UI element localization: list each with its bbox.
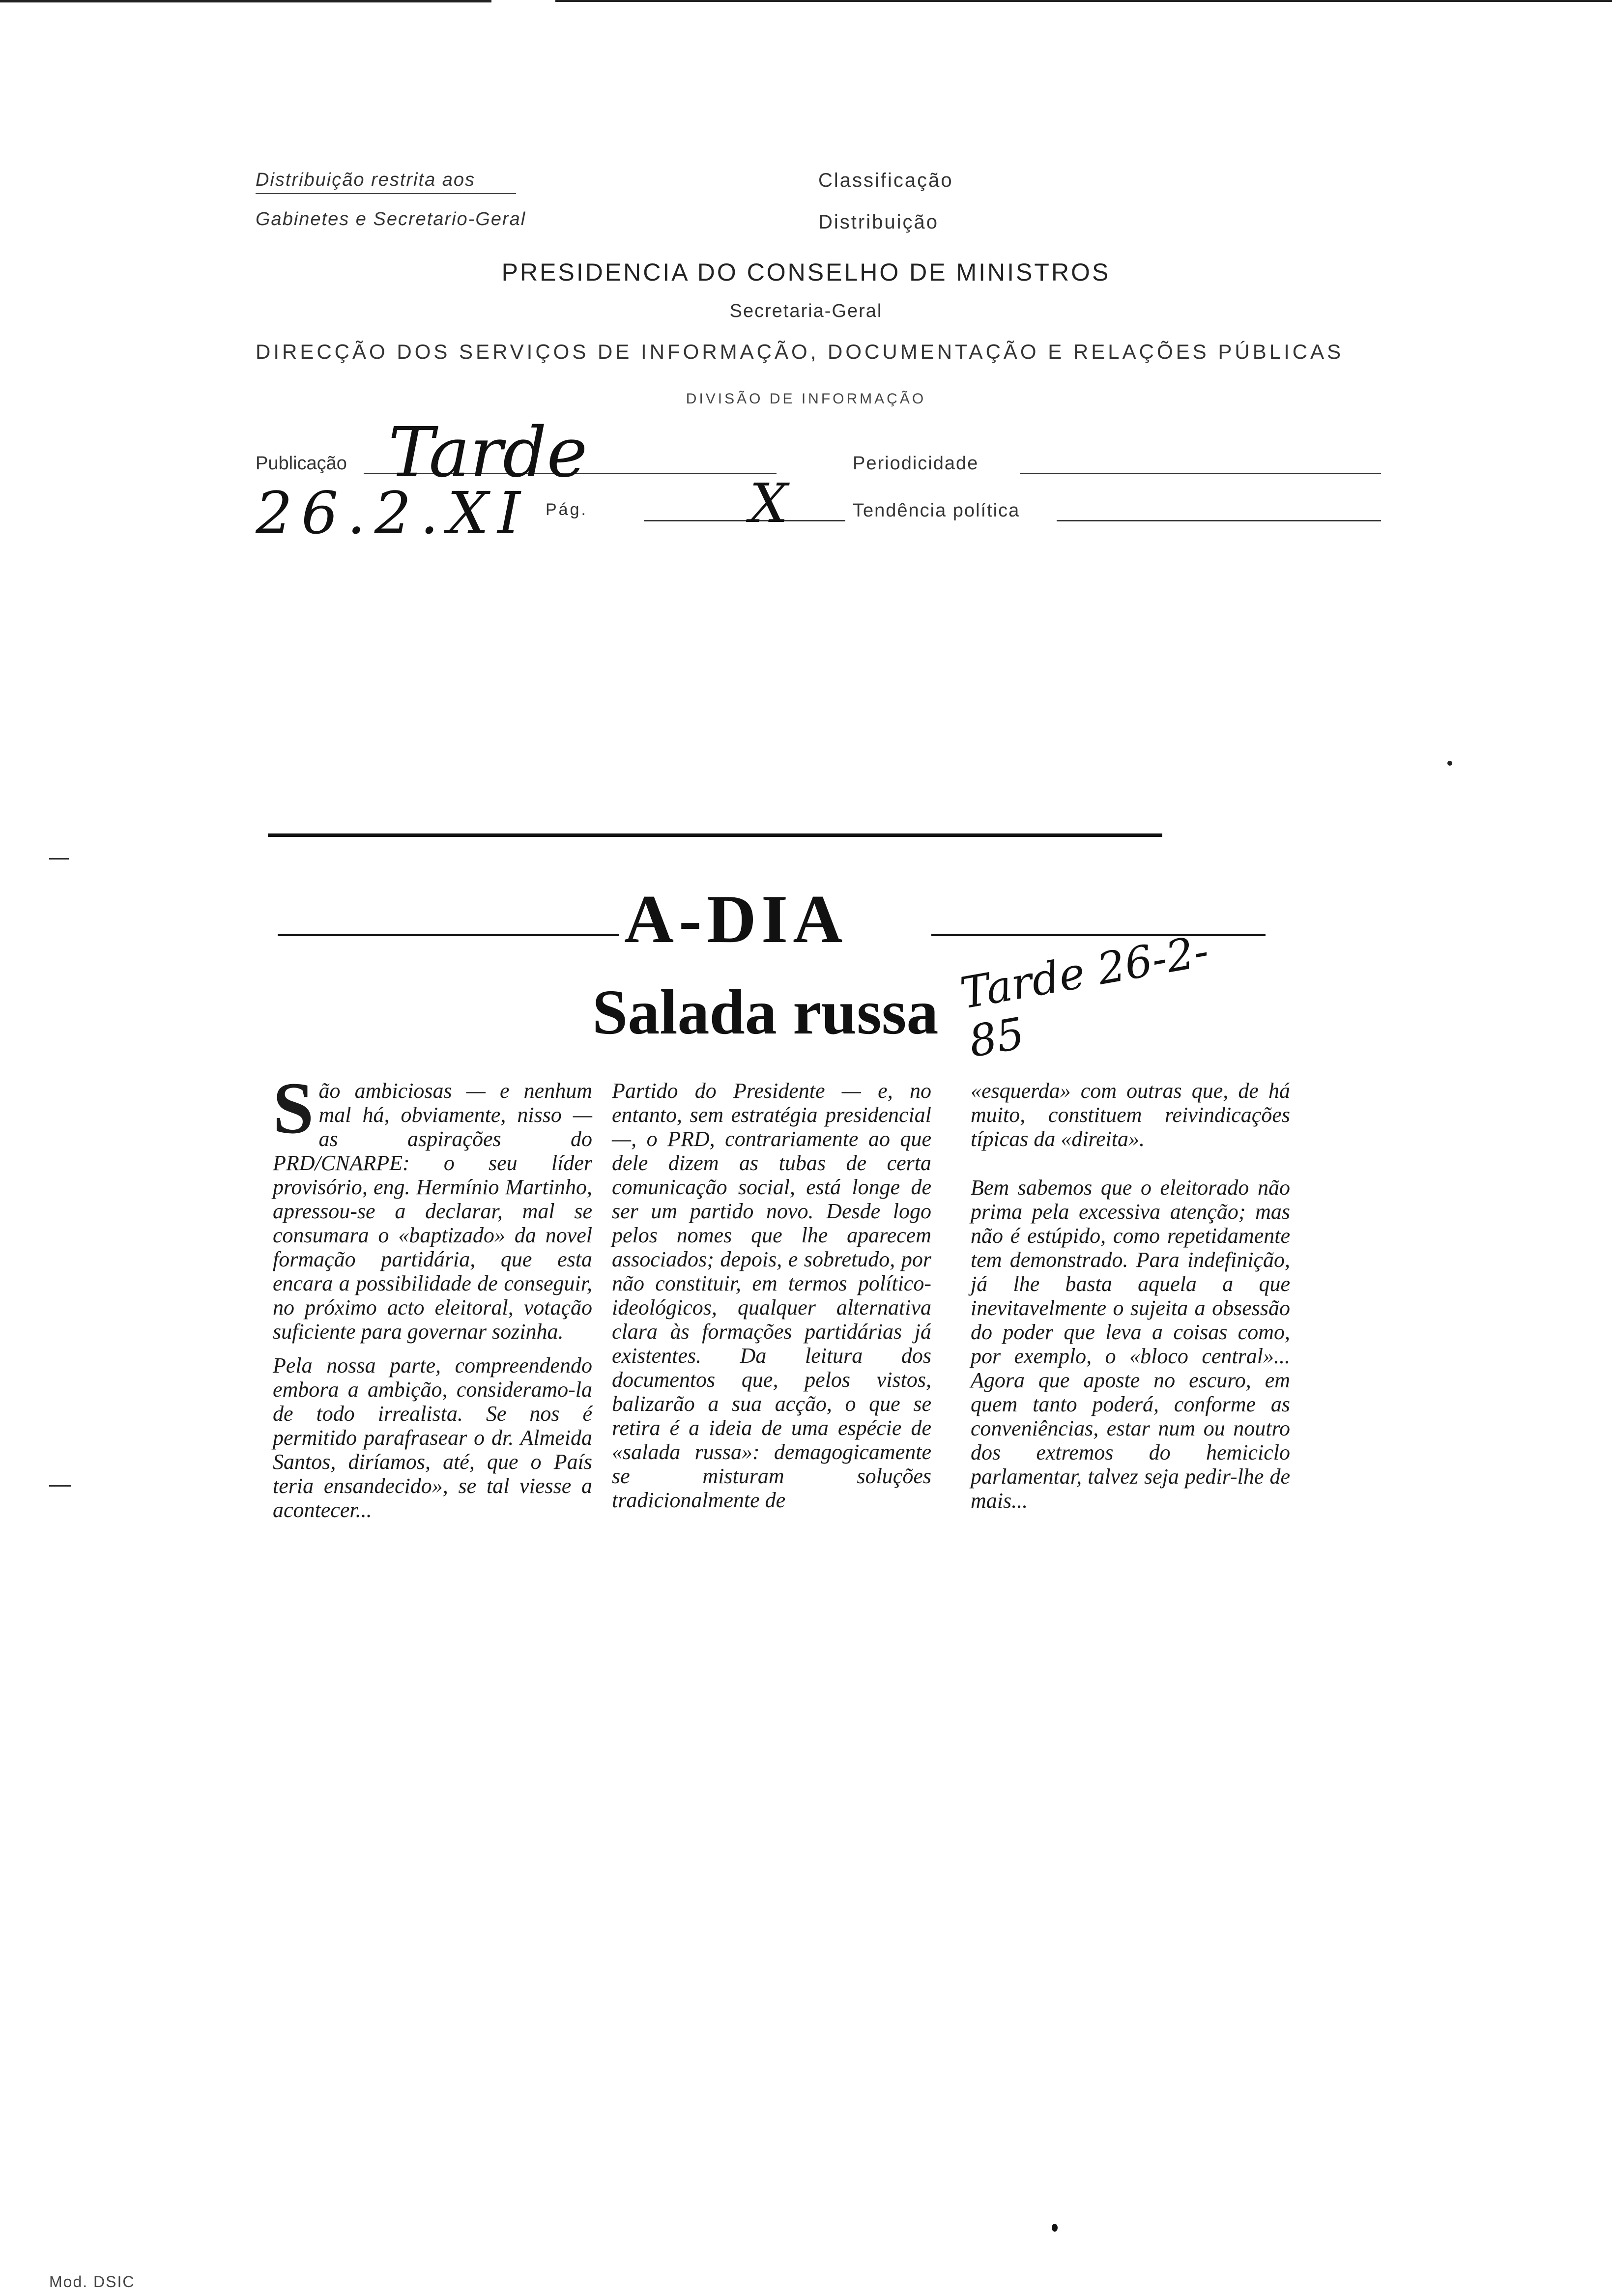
publication-label: Publicação [256,453,347,474]
tendency-label: Tendência política [853,500,1020,521]
date-handwritten: 26.2.XI [256,479,529,547]
paragraph-text: Partido do Presidente — e, no entanto, sem estratégia presidencial —, o PRD, contrariamente ao que dele dizem as tubas de certa comunicação social, está longe de ser um partido novo. Desde logo pelos nomes que lhe aparecem associados; depois, e sobretudo, por não constituir, em termos político-ideológicos, qualquer alternativa clara às formações partidárias já existentes. Da leitura dos documentos que, pelos vistos, balizarão a sua acção, o que se retira é a ideia de uma espécie de «salada russa»: demagogicamente se misturam soluções tradicionalmente de [612,1079,931,1512]
page-handwritten: X [749,472,788,535]
paragraph-text: Pela nossa parte, compreendendo embora a ambição, consideramo-la de todo irrealista. Se nos é permitido parafrasear o dr. Almeida Santos, diríamos, até, que o País teria ensandecido», se tal viesse a acontecer... [273,1353,592,1522]
section-title: A-DIA [624,881,848,957]
form-code: Mod. DSIC [49,2273,135,2291]
scan-mark [49,858,69,860]
org-title: PRESIDENCIA DO CONSELHO DE MINISTROS [501,258,1111,286]
article-column-1 [273,1067,592,1532]
article-top-rule [268,833,1162,837]
paragraph [971,1079,1290,1151]
paragraph [612,1079,931,1512]
top-edge-line [555,0,949,2]
handwritten-note: Tarde 26-2-85 [956,925,1212,1067]
distribution-label: Distribuição [818,211,939,233]
periodicity-label: Periodicidade [853,453,979,474]
article-column-2 [612,1079,931,1522]
org-subtitle: Secretaria-Geral [729,301,883,321]
restricted-line-2: Gabinetes e Secretario-Geral [256,209,526,230]
directorate-line: DIRECÇÃO DOS SERVIÇOS DE INFORMAÇÃO, DOCUMENTAÇÃO E RELAÇÕES PÚBLICAS [256,340,1344,363]
paragraph-text: «esquerda» com outras que, de há muito, constituem reivindicações típicas da «direita». [971,1079,1290,1151]
scan-speck [1052,2224,1058,2232]
section-left-rule [278,934,619,936]
page-label: Pág. [546,500,588,519]
paragraph [273,1353,592,1522]
periodicity-field [1020,473,1381,474]
paragraph [273,1067,592,1344]
drop-cap: S [273,1067,314,1149]
scan-mark [49,1485,71,1487]
article-column-3 [971,1079,1290,1522]
restricted-underline [256,193,516,194]
article-title: Salada russa [592,977,939,1048]
restricted-line-1: Distribuição restrita aos [256,170,476,190]
classification-label: Classificação [818,170,953,191]
tendency-field [1057,520,1381,521]
scan-speck [1447,761,1452,766]
division-line: DIVISÃO DE INFORMAÇÃO [686,391,926,407]
paragraph [971,1176,1290,1513]
top-edge-line [899,0,1612,2]
paragraph-text: Bem sabemos que o eleitorado não prima pela excessiva atenção; mas não é estúpido, como repetidamente tem demonstrado. Para indefinição, já lhe basta aquela a que inevitavelmente o sujeita a obsessão do poder que leva a coisas como, por exemplo, o «bloco central»... Agora que aposte no escuro, em quem tanto poderá, conforme as conveniências, estar num ou noutro dos extremos do hemiciclo parlamentar, talvez seja pedir-lhe de mais... [971,1176,1290,1513]
top-edge-line [0,0,491,2]
page-field [644,520,845,521]
publication-handwritten: Tarde [388,413,588,493]
paragraph-text: ão ambiciosas — e nenhum mal há, obviamente, nisso — as aspirações do PRD/CNARPE: o seu líder provisório, eng. Hermínio Martinho, apressou-se a declarar, mal se consumara o «baptizado» da novel formação partidária, que esta encara a possibilidade de conseguir, no próximo acto eleitoral, votação suficiente para governar sozinha. [273,1079,592,1344]
